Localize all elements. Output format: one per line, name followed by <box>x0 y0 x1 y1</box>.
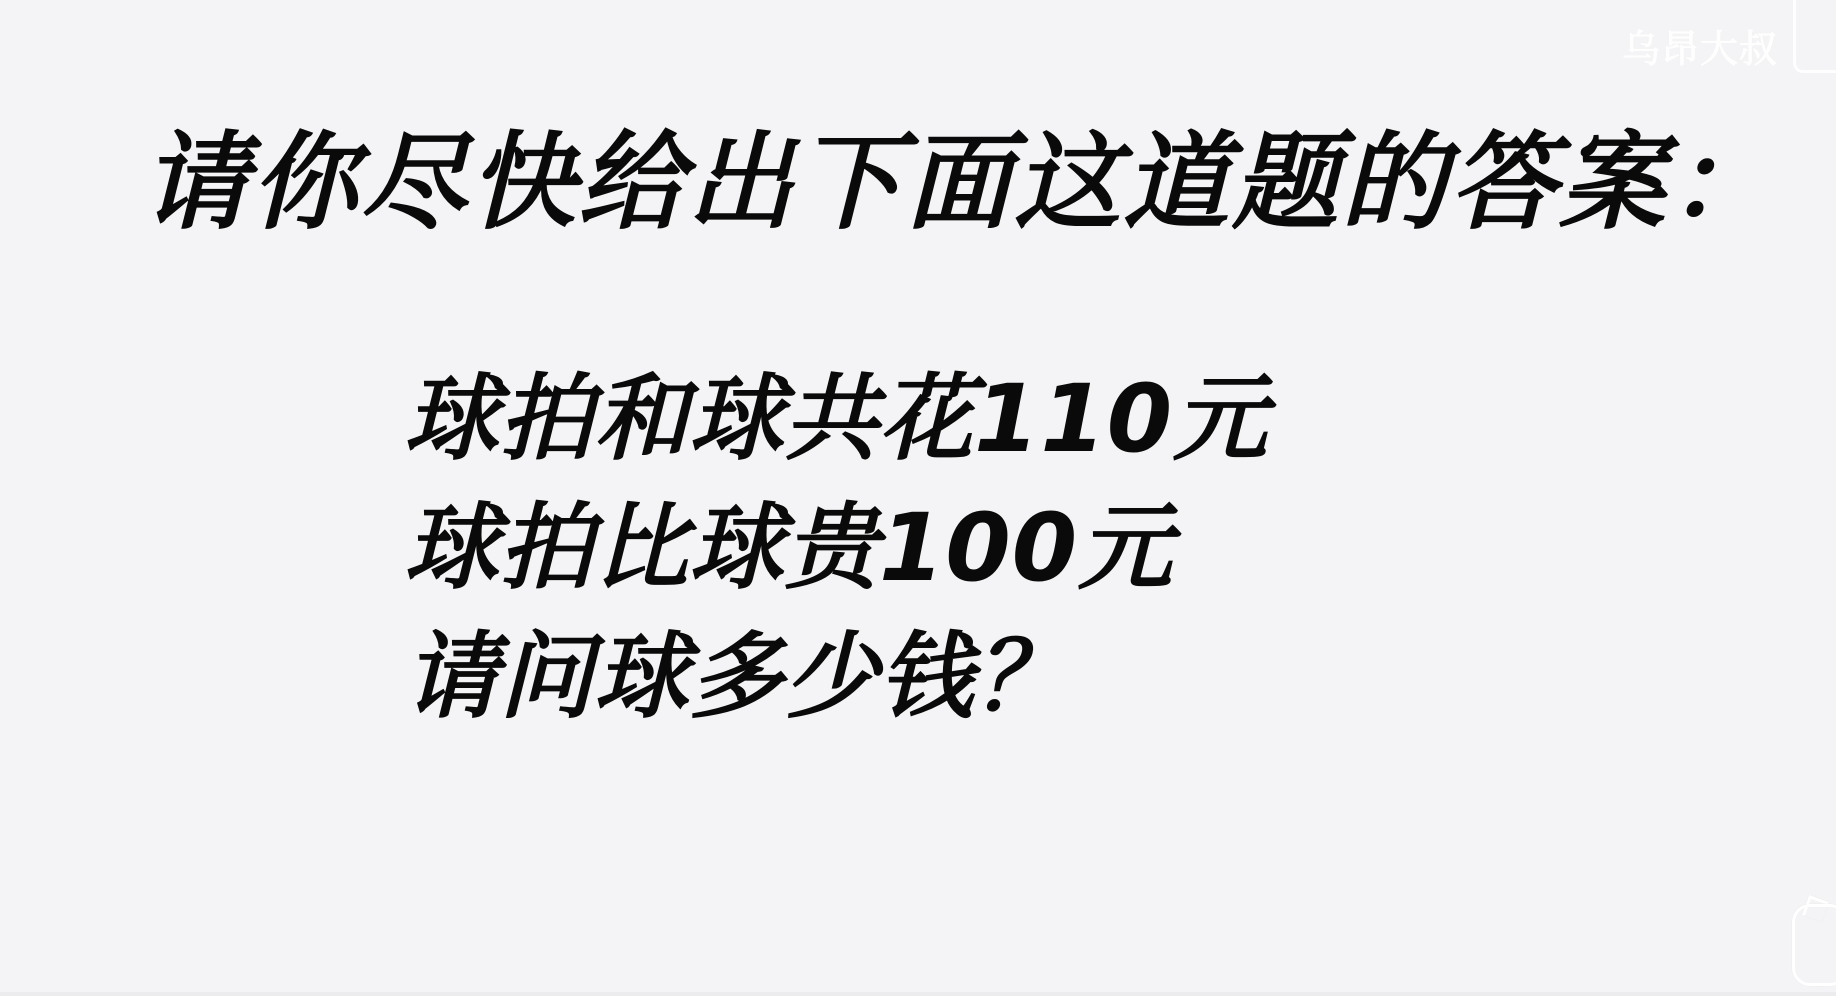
question-line-3: 请问球多少钱？ <box>404 623 1070 732</box>
channel-watermark: 乌昂大叔 <box>1621 27 1778 71</box>
tv-icon <box>1792 898 1836 996</box>
prompt-heading: 请你尽快给出下面这道题的答案： <box>142 121 1777 244</box>
bracket-icon <box>1793 0 1836 73</box>
question-block <box>404 355 1268 742</box>
question-line-1: 球拍和球共花110元 <box>404 365 1269 474</box>
tv-screen-icon <box>1792 904 1836 986</box>
bottom-divider <box>0 992 1836 996</box>
question-line-2: 球拍比球贵100元 <box>404 494 1174 603</box>
